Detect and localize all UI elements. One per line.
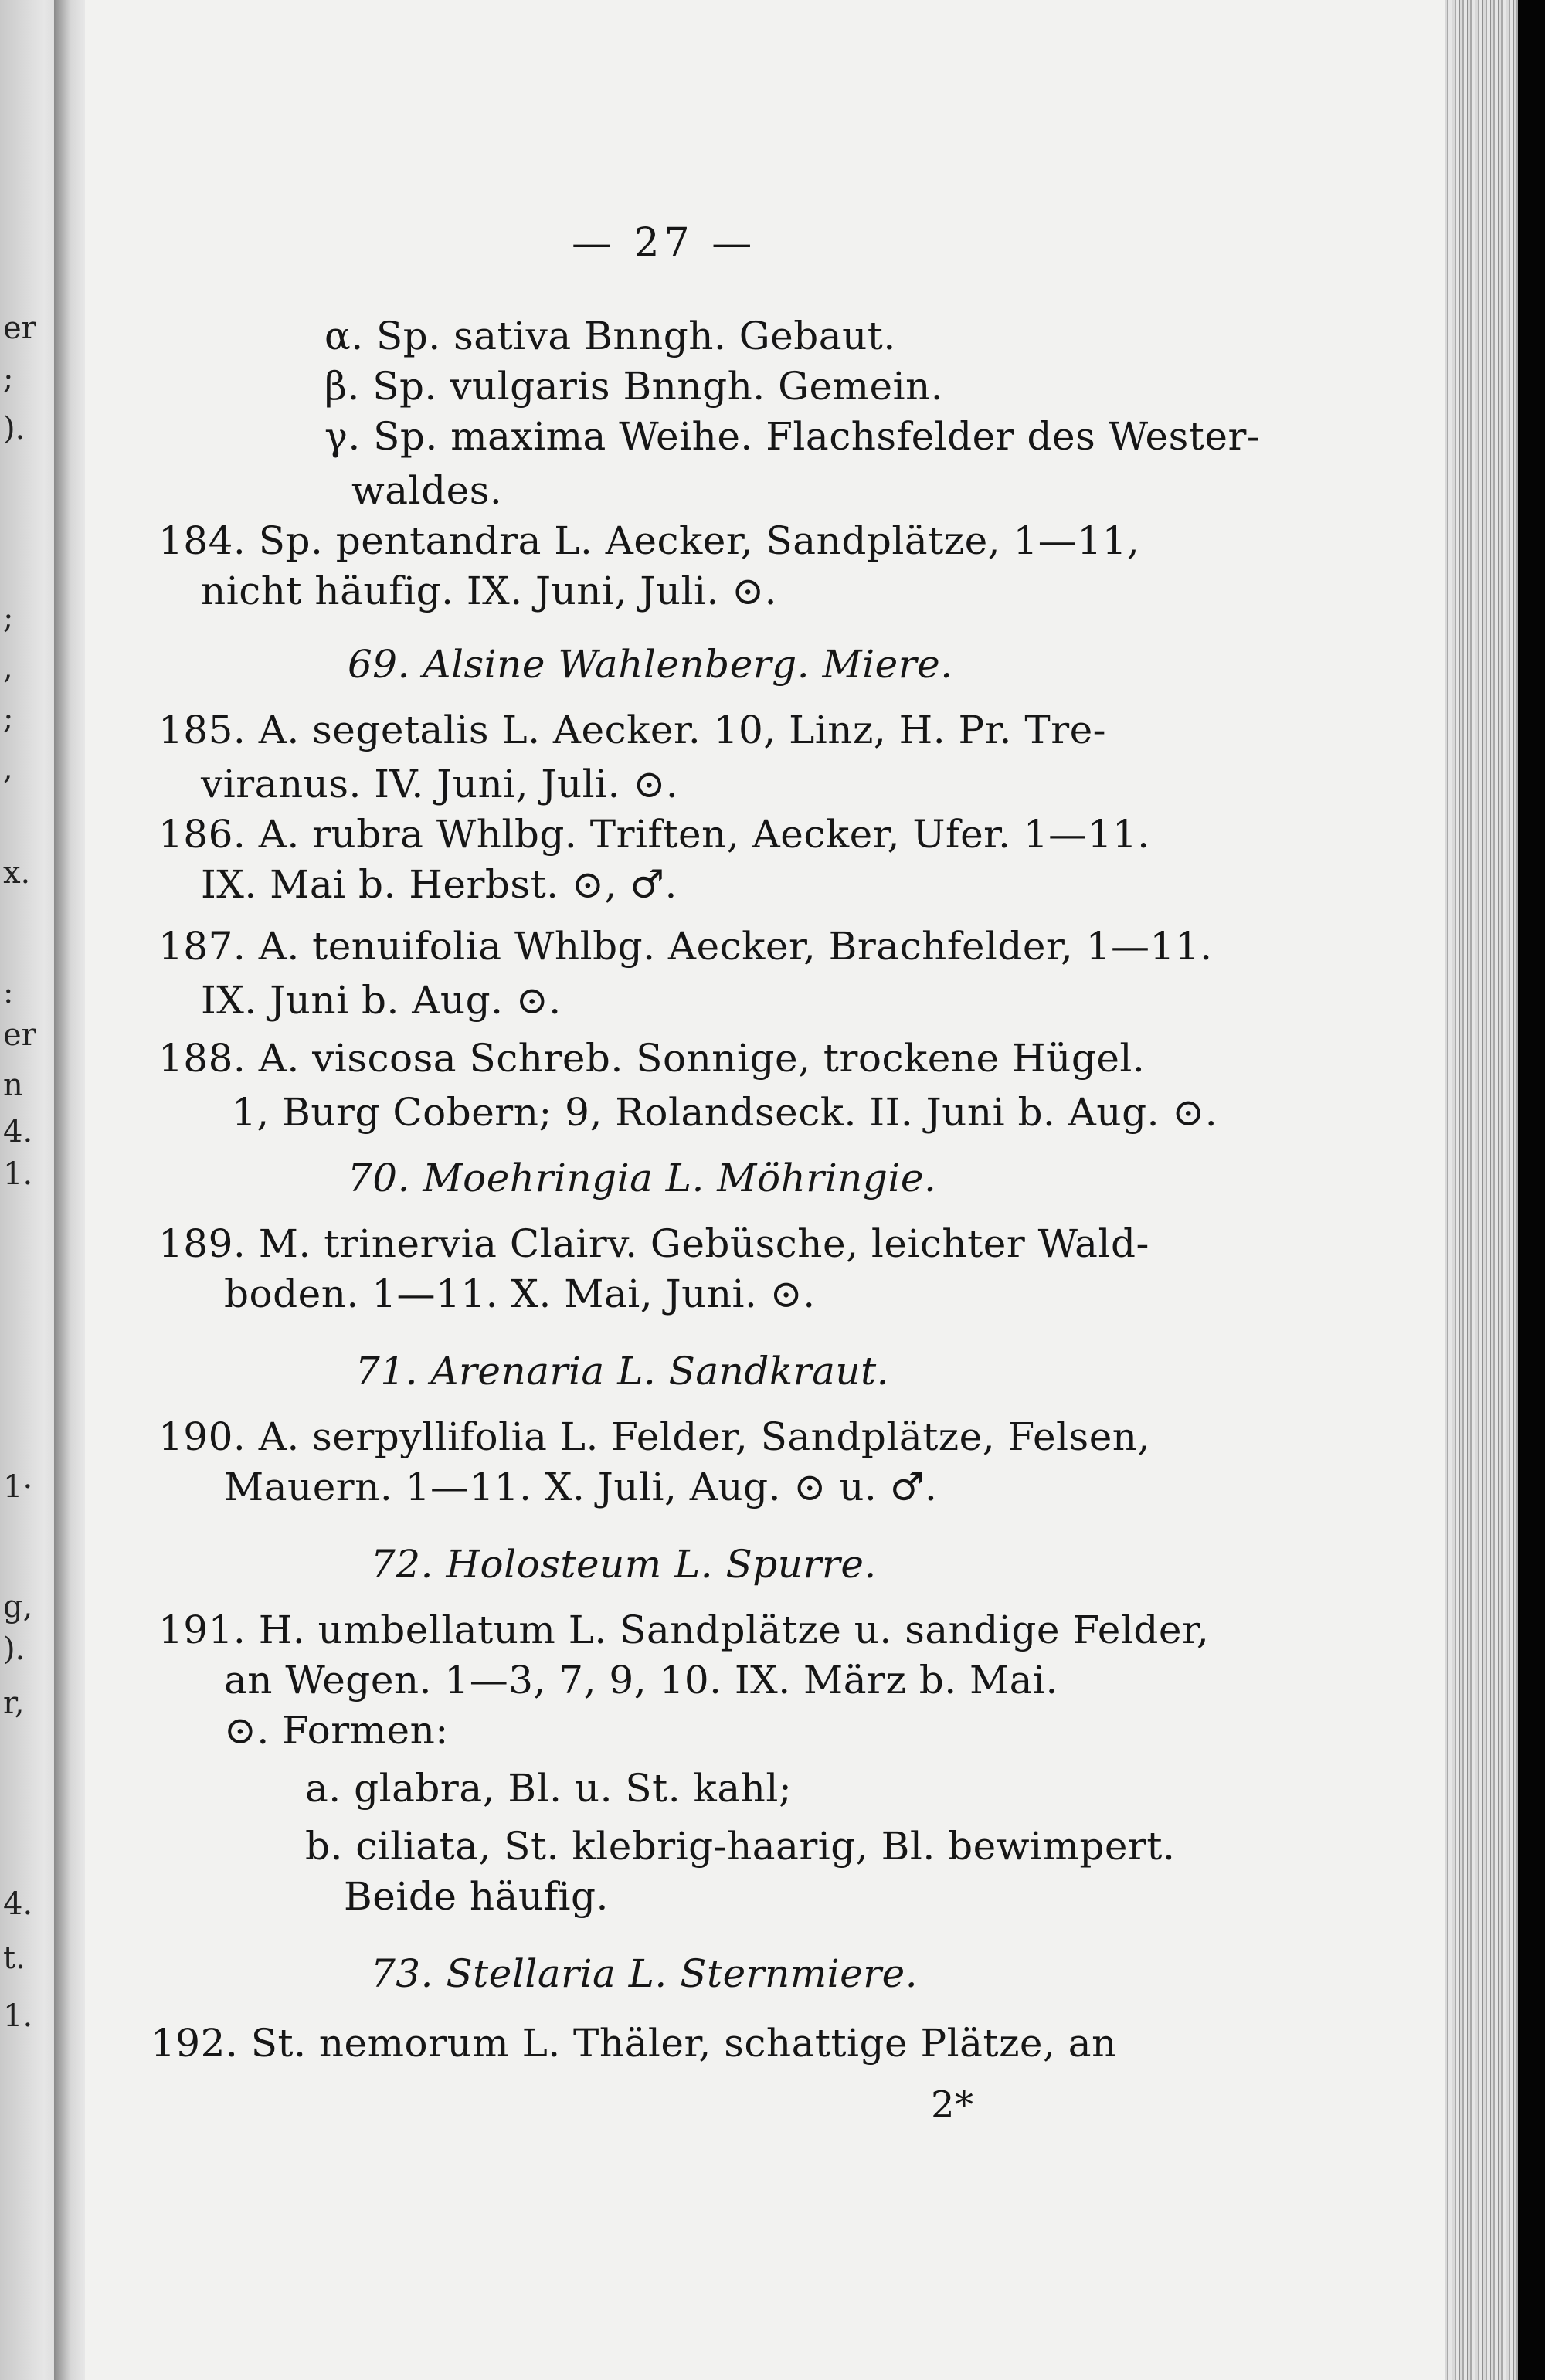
text-line: 1, Burg Cobern; 9, Rolandseck. II. Juni b. Aug. ⊙. bbox=[232, 1090, 1218, 1135]
margin-fragment: : bbox=[3, 975, 14, 1010]
margin-fragment: er bbox=[3, 311, 36, 346]
text-line: 187. A. tenuifolia Whlbg. Aecker, Brachfelder, 1—11. bbox=[158, 924, 1213, 969]
margin-fragment: ). bbox=[3, 1631, 25, 1667]
text-line: α. Sp. sativa Bnngh. Gebaut. bbox=[324, 314, 896, 358]
margin-fragment: 4. bbox=[3, 1886, 33, 1922]
text-line: a. glabra, Bl. u. St. kahl; bbox=[305, 1766, 793, 1811]
margin-fragment: g, bbox=[3, 1589, 33, 1625]
margin-fragment: , bbox=[3, 751, 13, 786]
margin-fragment: x. bbox=[3, 855, 31, 891]
text-line: nicht häufig. IX. Juni, Juli. ⊙. bbox=[201, 569, 778, 613]
genus-heading: 70. Moehringia L. Möhringie. bbox=[348, 1156, 937, 1200]
margin-fragment: 1· bbox=[3, 1469, 33, 1505]
text-line: β. Sp. vulgaris Bnngh. Gemein. bbox=[324, 364, 944, 409]
margin-fragment: ; bbox=[3, 701, 14, 736]
text-line: an Wegen. 1—3, 7, 9, 10. IX. März b. Mai. bbox=[224, 1658, 1058, 1703]
text-line: viranus. IV. Juni, Juli. ⊙. bbox=[201, 762, 679, 806]
text-line: 192. St. nemorum L. Thäler, schattige Plätze, an bbox=[151, 2021, 1117, 2066]
genus-heading: 69. Alsine Wahlenberg. Miere. bbox=[348, 642, 953, 687]
margin-fragment: ; bbox=[3, 600, 14, 636]
genus-heading: 71. Arenaria L. Sandkraut. bbox=[355, 1349, 890, 1394]
margin-fragment: , bbox=[3, 650, 13, 686]
margin-fragment: r, bbox=[3, 1686, 25, 1721]
text-line: 191. H. umbellatum L. Sandplätze u. sandige Felder, bbox=[158, 1608, 1210, 1652]
text-line: b. ciliata, St. klebrig-haarig, Bl. bewimpert. bbox=[305, 1824, 1176, 1869]
text-line: Beide häufig. bbox=[344, 1874, 609, 1919]
margin-fragment: t. bbox=[3, 1940, 25, 1976]
margin-fragment: 4. bbox=[3, 1114, 33, 1149]
page-edges bbox=[1445, 0, 1518, 2380]
text-line: γ. Sp. maxima Weihe. Flachsfelder des Wester- bbox=[324, 414, 1261, 459]
text-line: 190. A. serpyllifolia L. Felder, Sandplätze, Felsen, bbox=[158, 1414, 1150, 1459]
margin-fragment: 1. bbox=[3, 1156, 33, 1192]
text-line: IX. Juni b. Aug. ⊙. bbox=[201, 978, 562, 1023]
text-line: 185. A. segetalis L. Aecker. 10, Linz, H. Pr. Tre- bbox=[158, 708, 1107, 752]
page-number: — 27 — bbox=[572, 220, 757, 267]
signature-mark: 2* bbox=[931, 2083, 974, 2127]
margin-fragment: er bbox=[3, 1017, 36, 1053]
margin-fragment: n bbox=[3, 1068, 23, 1103]
text-line: 186. A. rubra Whlbg. Triften, Aecker, Ufer. 1—11. bbox=[158, 812, 1150, 857]
text-line: Mauern. 1—11. X. Juli, Aug. ⊙ u. ♂. bbox=[224, 1465, 938, 1509]
genus-heading: 72. Holosteum L. Spurre. bbox=[371, 1542, 877, 1587]
genus-heading: 73. Stellaria L. Sternmiere. bbox=[371, 1951, 919, 1996]
text-line: 189. M. trinervia Clairv. Gebüsche, leichter Wald- bbox=[158, 1221, 1149, 1266]
text-line: IX. Mai b. Herbst. ⊙, ♂. bbox=[201, 862, 677, 907]
text-line: ⊙. Formen: bbox=[224, 1708, 449, 1753]
margin-fragment: ; bbox=[3, 361, 14, 396]
text-line: waldes. bbox=[351, 468, 503, 513]
text-line: boden. 1—11. X. Mai, Juni. ⊙. bbox=[224, 1271, 816, 1316]
book-cover-edge bbox=[1518, 0, 1545, 2380]
text-line: 184. Sp. pentandra L. Aecker, Sandplätze, 1—11, bbox=[158, 518, 1140, 563]
margin-fragment: 1. bbox=[3, 1998, 33, 2034]
margin-fragment: ). bbox=[3, 411, 25, 446]
text-line: 188. A. viscosa Schreb. Sonnige, trockene Hügel. bbox=[158, 1036, 1146, 1081]
